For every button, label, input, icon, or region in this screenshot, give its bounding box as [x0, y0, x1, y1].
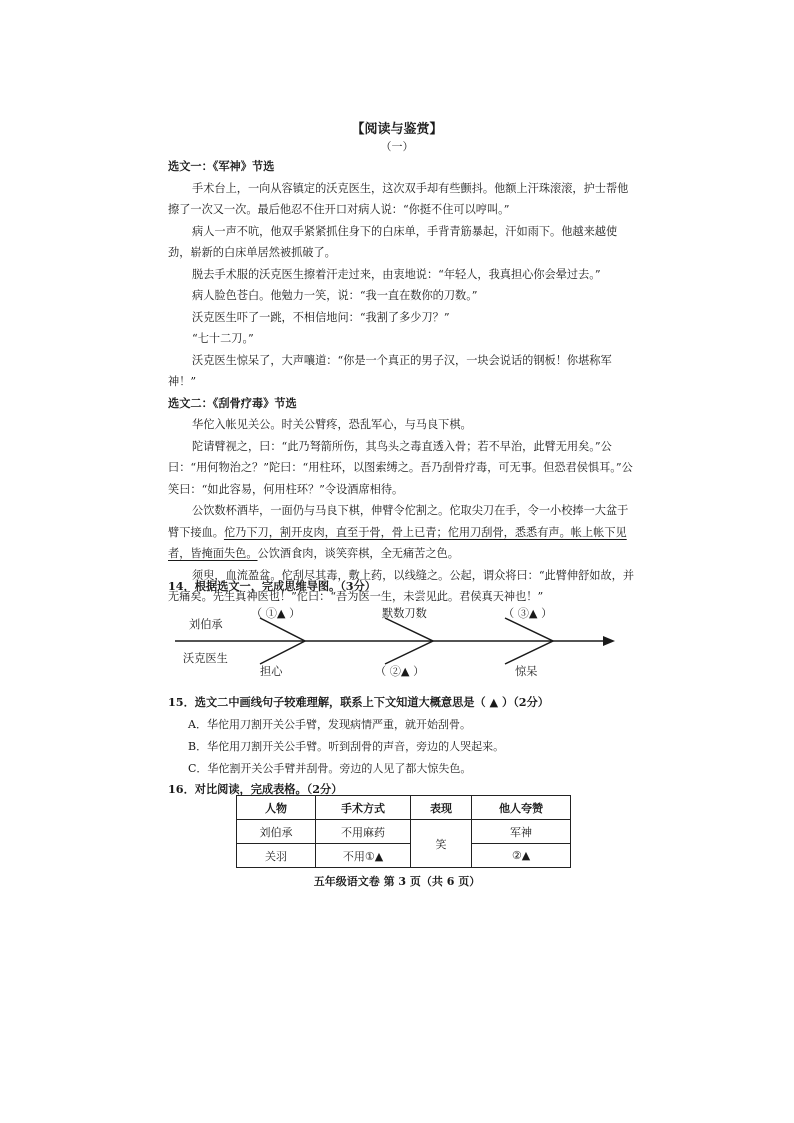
passage-2-paragraph: [168, 500, 638, 565]
passage-2-paragraph: 华佗入帐见关公。时关公臂疼，恐乱军心，与马良下棋。: [192, 418, 472, 431]
comparison-table: [236, 795, 571, 868]
blank-3[interactable]: （ ③▲ ）: [503, 607, 553, 620]
node-worry: 担心: [260, 665, 283, 678]
passage-1-paragraph: 病人脸色苍白。他勉力一笑，说：“我一直在数你的刀数。”: [192, 289, 478, 302]
question-15: 15．选文二中画线句子较难理解，联系上下文知道大概意思是（ ▲ ）（2分）: [168, 695, 549, 709]
table-cell: 军神: [472, 820, 571, 844]
option-b[interactable]: B．华佗用刀割开关公手臂。听到刮骨的声音，旁边的人哭起来。: [188, 740, 505, 753]
row-label-bottom: 沃克医生: [183, 652, 228, 665]
question-14: 14．根据选文一，完成思维导图。（3分）: [168, 579, 376, 593]
mind-map: [175, 600, 625, 685]
page-footer: 五年级语文卷 第 3 页（共 6 页）: [313, 875, 481, 888]
passage-1-paragraph: 脱去手术服的沃克医生擦着汗走过来，由衷地说：“年轻人，我真担心你会晕过去。”: [192, 267, 601, 281]
table-header: 表现: [411, 796, 472, 820]
option-a[interactable]: A．华佗用刀割开关公手臂，发现病情严重，就开始刮骨。: [188, 718, 471, 731]
table-header: 手术方式: [316, 796, 411, 820]
table-header: 他人夸赞: [472, 796, 571, 820]
section-title: 【阅读与鉴赏】: [351, 122, 443, 137]
passage-1-paragraph: 沃克医生吓了一跳，不相信地问：“我割了多少刀？”: [192, 310, 450, 324]
section-subtitle: （一）: [380, 140, 414, 153]
option-c[interactable]: C．华佗割开关公手臂并刮骨。旁边的人见了都大惊失色。: [188, 762, 472, 775]
table-cell-shared: 笑: [411, 820, 472, 868]
passage-1: [168, 156, 638, 608]
node-count-cuts: 默数刀数: [382, 607, 427, 620]
table-cell-blank-2[interactable]: ②▲: [472, 844, 571, 868]
blank-1[interactable]: （ ①▲ ）: [251, 607, 301, 620]
underlined-sentence: 佗乃下刀，割开皮肉，直至于骨，骨上已青；佗用刀刮骨，悉悉有声。帐上帐下见者，皆掩面失色。: [168, 525, 627, 560]
passage-2-label: 选文二：《刮骨疗毒》节选: [168, 395, 297, 410]
passage-2-text: 公饮数杯酒毕，一面仍与马良下棋，伸臂令佗割之。佗取尖刀在手，令一小校捧一大盆于臂下接血。: [168, 504, 629, 539]
blank-2[interactable]: （ ②▲ ）: [375, 665, 425, 678]
row-label-top: 刘伯承: [189, 618, 223, 631]
node-stunned: 惊呆: [515, 665, 538, 678]
passage-1-paragraph: 沃克医生惊呆了，大声嚷道：“你是一个真正的男子汉，一块会说话的钢板！你堪称军神！”: [168, 353, 612, 388]
passage-2-text: 公饮酒食肉，谈笑弈棋，全无痛苦之色。: [257, 547, 459, 560]
passage-1-paragraph: 手术台上，一向从容镇定的沃克医生，这次双手却有些颤抖。他额上汗珠滚滚，护士帮他擦了一次又一次。最后他忍不住开口对病人说：“你挺不住可以哼叫。”: [168, 181, 629, 216]
table-cell: 刘伯承: [237, 820, 316, 844]
table-cell-blank-1[interactable]: 不用①▲: [316, 844, 411, 868]
table-cell: 关羽: [237, 844, 316, 868]
table-header: 人物: [237, 796, 316, 820]
arrow-head-icon: [603, 636, 615, 646]
passage-1-paragraph: 病人一声不吭，他双手紧紧抓住身下的白床单，手背青筋暴起，汗如雨下。他越来越使劲，崭新的白床单居然被抓破了。: [168, 224, 618, 259]
table-cell: 不用麻药: [316, 820, 411, 844]
table-header-row: [237, 796, 571, 820]
table-row: [237, 844, 571, 868]
question-16: 16．对比阅读，完成表格。（2分）: [168, 782, 343, 796]
passage-2-paragraph: 须臾，血流盈盆。佗刮尽其毒，敷上药，以线缝之。公起，谓众将曰：“此臂伸舒如故，并无痛矣。先生真神医也！”佗曰：“吾为医一生，未尝见此。君侯真天神也！”: [168, 568, 635, 603]
passage-1-paragraph: “七十二刀。”: [192, 332, 254, 345]
passage-1-label: 选文一：《军神》节选: [168, 159, 275, 173]
table-row: [237, 820, 571, 844]
passage-2-paragraph: 陀请臂视之，曰：“此乃弩箭所伤，其鸟头之毒直透入骨；若不早治，此臂无用矣。”公曰：“用何物治之？”陀曰：“用柱环，以图索缚之。吾乃刮骨疗毒，可无事。但恐君侯惧耳。”公笑曰：“如此容易，何用柱环？”令设酒席相待。: [168, 439, 633, 496]
